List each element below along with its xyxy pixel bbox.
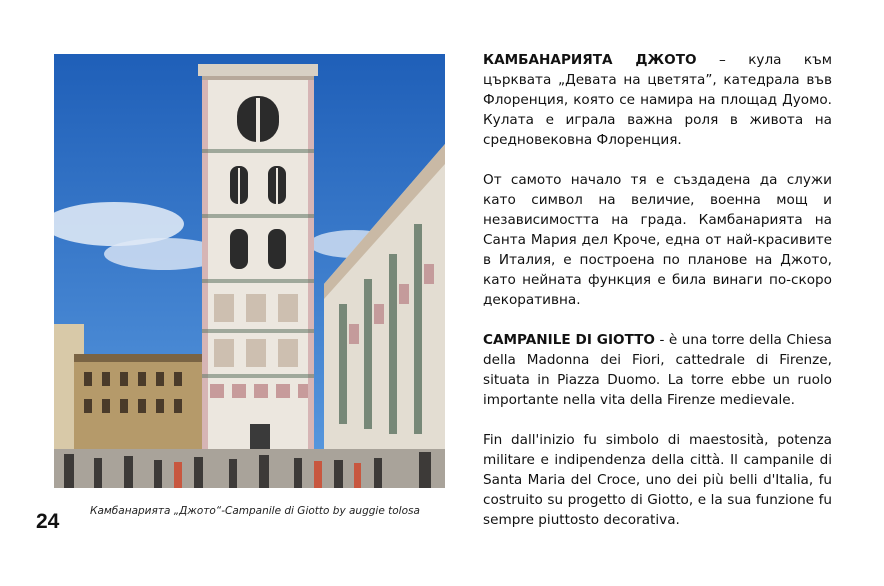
paragraph-heading: КАМБАНАРИЯТА ДЖОТО: [483, 52, 697, 68]
paragraph-it-1: [483, 330, 832, 410]
paragraph-body: От самото начало тя е създадена да служи като символ на величие, военна мощ и независимостта на града. Камбанарията на Санта Мария дел Кроче, една от най-красивите в Италия, е построена по планове на Джото, като нейната функция е била винаги по-скоро декоративна.: [483, 172, 832, 308]
paragraph-body: - è una torre della Chiesa della Madonna dei Fiori, cattedrale di Firenze, situata in Piazza Duomo. La torre ebbe un ruolo importante nella vita della Firenze medievale.: [483, 332, 832, 408]
page-number: 24: [36, 510, 60, 533]
paragraph-bg-2: [483, 170, 832, 310]
paragraph-bg-1: [483, 50, 832, 150]
paragraph-heading: CAMPANILE DI GIOTTO: [483, 332, 655, 348]
photo-caption: Камбанарията „Джото“-Campanile di Giotto by auggie tolosa: [90, 505, 420, 517]
text-column: [483, 50, 832, 550]
campanile-photo: [54, 54, 445, 488]
paragraph-it-2: [483, 430, 832, 530]
paragraph-body: Fin dall'inizio fu simbolo di maestosità, potenza militare e indipendenza della città. Il campanile di Santa Maria del Croce, uno dei più belli d'Italia, fu costruito su progetto di Giotto, e la sua funzione fu sempre piuttosto decorativa.: [483, 432, 832, 528]
paragraph-body: – кула към църквата „Девата на цветята”, катедрала във Флоренция, която се намира на площад Дуомо. Кулата е играла важна роля в живота на средновековна Флоренция.: [483, 52, 832, 148]
campanile-image: [54, 54, 445, 488]
